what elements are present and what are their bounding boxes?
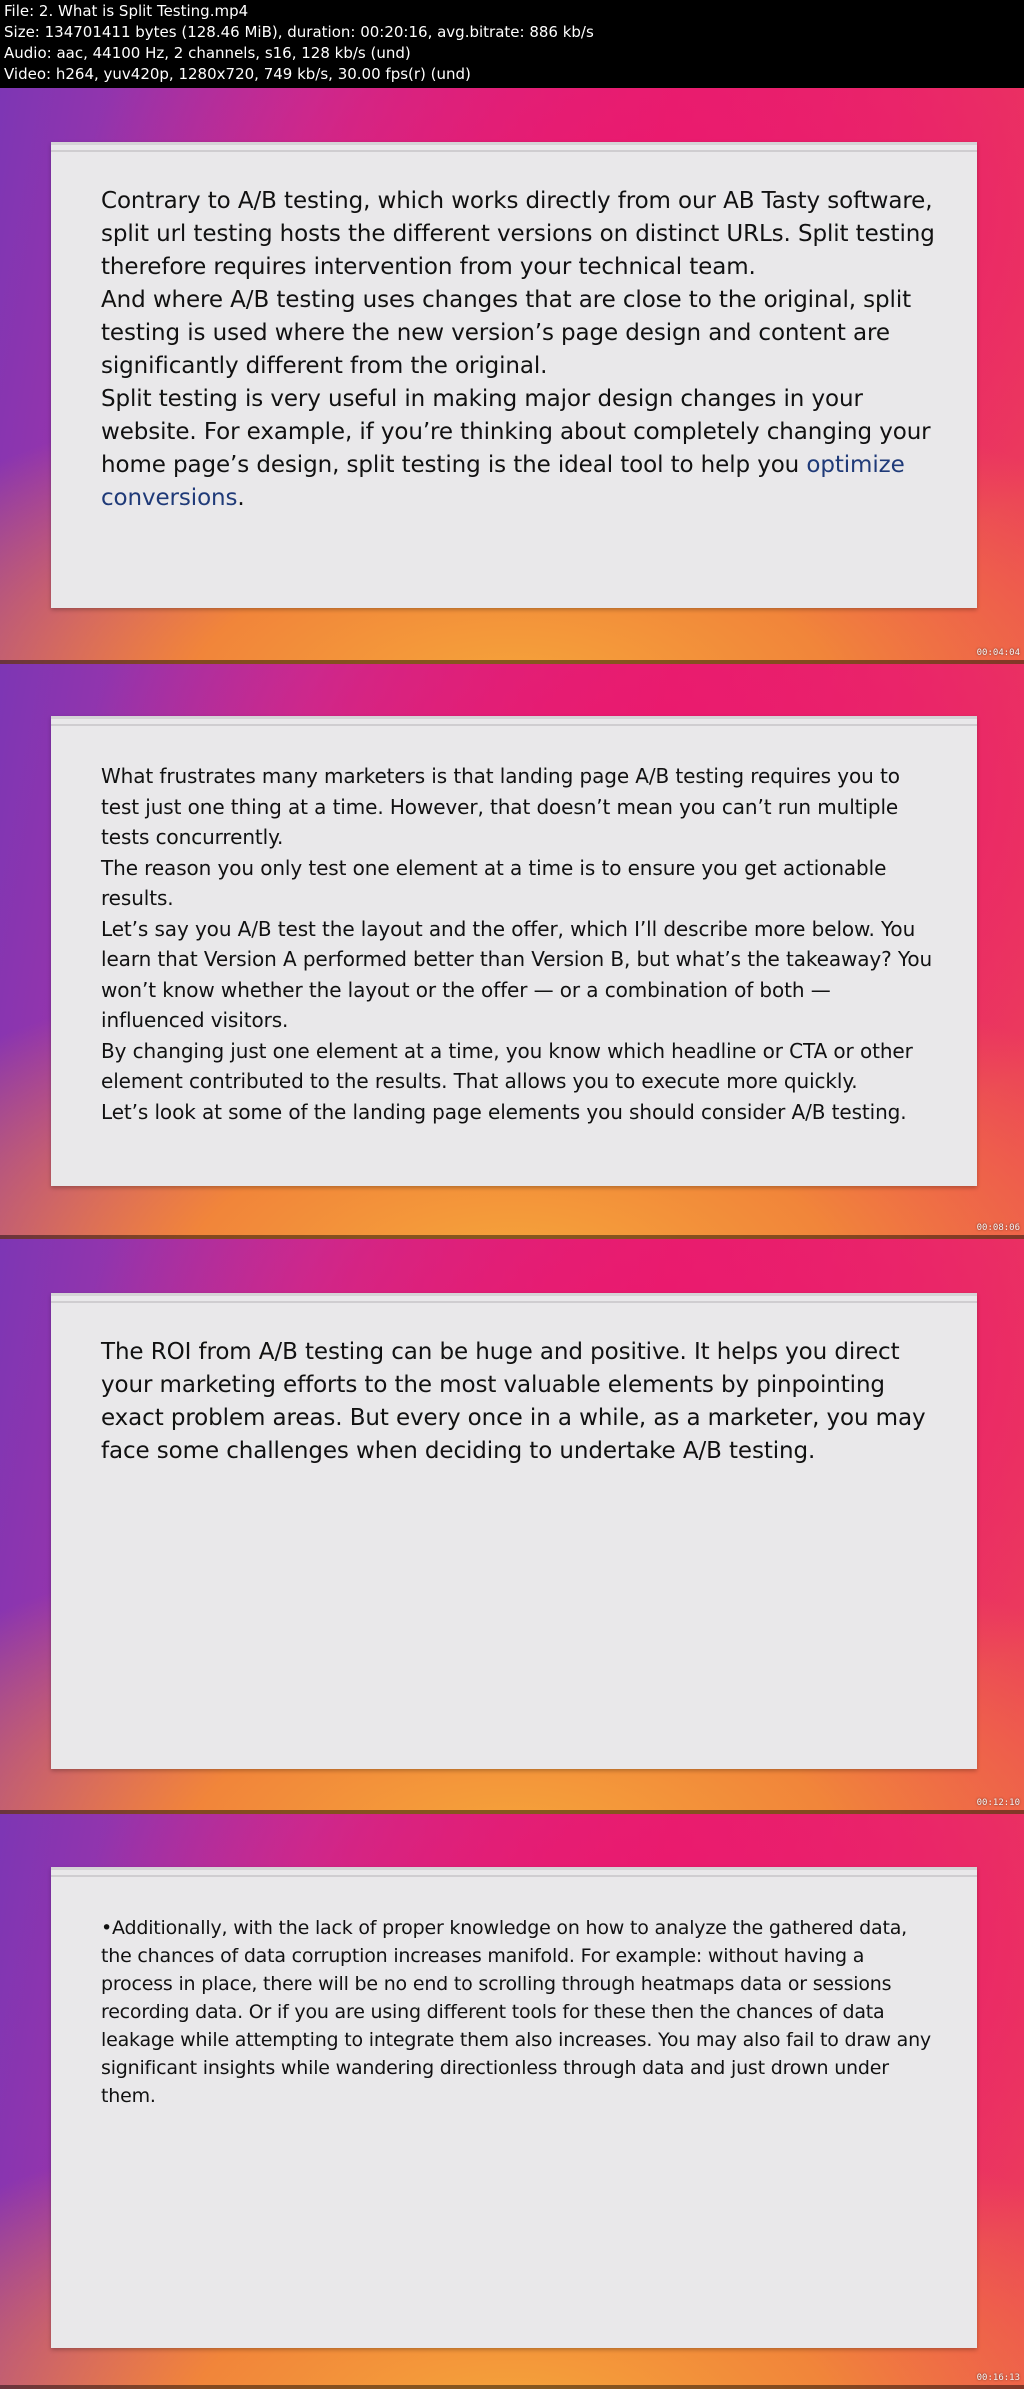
slide-paragraph	[101, 383, 937, 515]
video-info-line: Video: h264, yuv420p, 1280x720, 749 kb/s, 30.00 fps(r) (und)	[4, 65, 471, 83]
video-frame-2	[0, 664, 1024, 1239]
optimize-conversions-link[interactable]: optimize conversions	[101, 452, 905, 511]
frame-timestamp: 00:12:10	[976, 1798, 1020, 1808]
slide-text	[101, 1914, 937, 2110]
paragraph-text: Split testing is very useful in making major design changes in your website. For example, if you’re thinking about completely changing your home page’s design, split testing is the ideal tool to help you	[101, 386, 931, 478]
slide-paragraph: And where A/B testing uses changes that are close to the original, split testing is used where the new version’s page design and content are significantly different from the original.	[101, 287, 912, 379]
slide-paragraph: What frustrates many marketers is that landing page A/B testing requires you to test just one thing at a time. However, that doesn’t mean you can’t run multiple tests concurrently.	[101, 764, 900, 849]
file-name-line: File: 2. What is Split Testing.mp4	[4, 2, 249, 20]
slide-card	[51, 1867, 977, 2348]
video-frame-3	[0, 1239, 1024, 1814]
video-frame-4	[0, 1814, 1024, 2389]
slide-paragraph: The reason you only test one element at a time is to ensure you get actionable results.	[101, 855, 887, 910]
slide-paragraph: Let’s say you A/B test the layout and the offer, which I’ll describe more below. You learn that Version A performed better than Version B, but what’s the takeaway? You won’t know whether the layout or the offer — or a combination of both — influenced visitors.	[101, 916, 933, 1032]
slide-card	[51, 142, 977, 608]
frame-timestamp: 00:04:04	[976, 648, 1020, 658]
frame-timestamp: 00:16:13	[976, 2373, 1020, 2383]
slide-card	[51, 716, 977, 1186]
slide-paragraph: Contrary to A/B testing, which works directly from our AB Tasty software, split url testing hosts the different versions on distinct URLs. Split testing therefore requires intervention from your technical team.	[101, 188, 935, 280]
paragraph-period: .	[237, 485, 245, 511]
slide-paragraph: By changing just one element at a time, you know which headline or CTA or other element contributed to the results. That allows you to execute more quickly.	[101, 1038, 913, 1093]
audio-info-line: Audio: aac, 44100 Hz, 2 channels, s16, 128 kb/s (und)	[4, 44, 411, 62]
slide-paragraph: •Additionally, with the lack of proper knowledge on how to analyze the gathered data, the chances of data corruption increases manifold. For example: without having a process in place, there will be no end to scrolling through heatmaps data or sessions recording data. Or if you are using different tools for these then the chances of data leakage while attempting to integrate them also increases. You may also fail to draw any significant insights while wandering directionless through data and just drown under them.	[101, 1917, 931, 2107]
slide-card	[51, 1293, 977, 1769]
slide-paragraph: The ROI from A/B testing can be huge and positive. It helps you direct your marketing efforts to the most valuable elements by pinpointing exact problem areas. But every once in a while, as a marketer, you may face some challenges when deciding to undertake A/B testing.	[101, 1339, 926, 1464]
video-frame-1	[0, 88, 1024, 664]
video-info-header	[0, 0, 1024, 88]
slide-text	[101, 1336, 937, 1468]
file-size-line: Size: 134701411 bytes (128.46 MiB), duration: 00:20:16, avg.bitrate: 886 kb/s	[4, 23, 594, 41]
slide-text	[101, 185, 937, 515]
slide-text	[101, 761, 937, 1127]
slide-paragraph: Let’s look at some of the landing page elements you should consider A/B testing.	[101, 1099, 907, 1124]
frame-timestamp: 00:08:06	[976, 1223, 1020, 1233]
